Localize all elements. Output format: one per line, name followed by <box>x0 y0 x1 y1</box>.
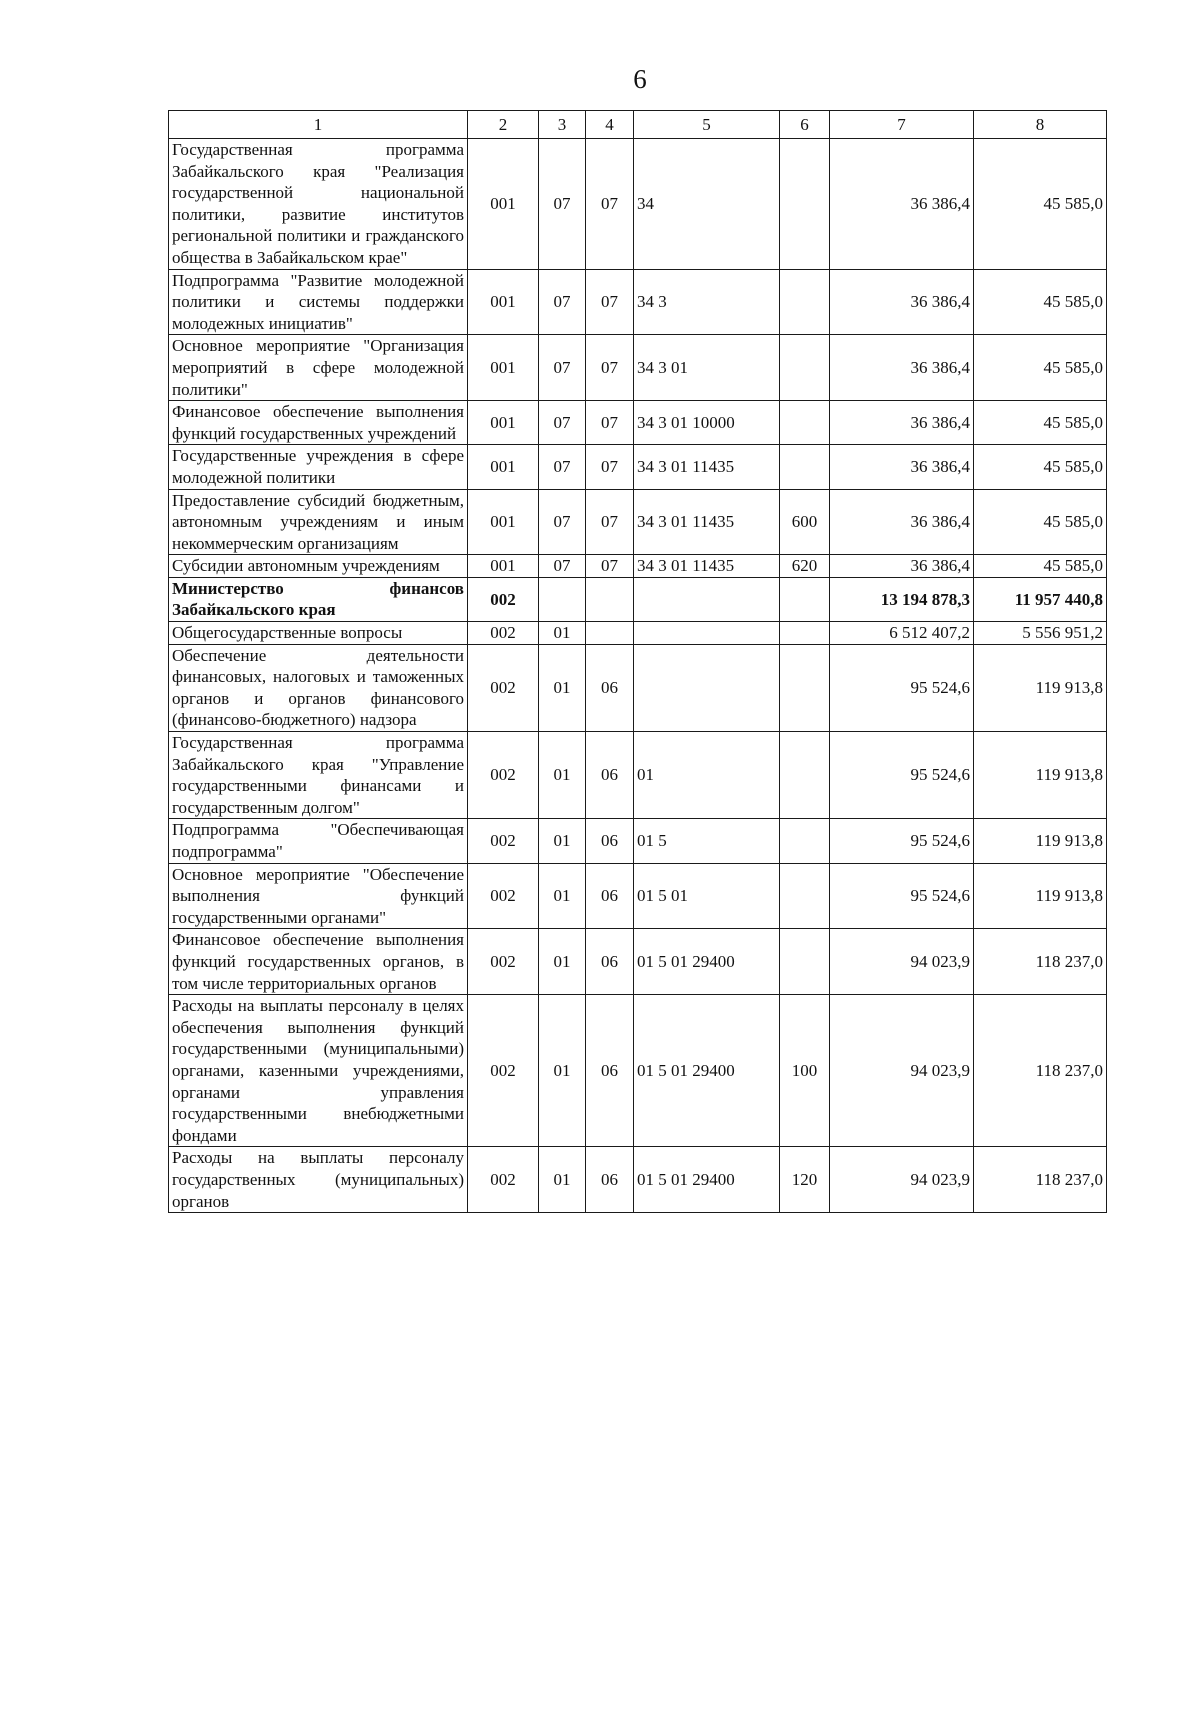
ministry-code-cell: 002 <box>468 929 539 995</box>
ministry-code-cell: 001 <box>468 401 539 445</box>
expense-type-cell: 600 <box>780 489 830 555</box>
ministry-code-cell: 002 <box>468 732 539 819</box>
table-row <box>169 445 1107 489</box>
amount-col8-cell: 118 237,0 <box>974 929 1107 995</box>
amount-col8-cell: 119 913,8 <box>974 644 1107 731</box>
amount-col8-cell: 119 913,8 <box>974 732 1107 819</box>
table-row <box>169 555 1107 578</box>
amount-col7-cell: 36 386,4 <box>830 335 974 401</box>
expense-type-cell: 100 <box>780 995 830 1147</box>
row-name-cell: Государственные учреждения в сфере молодежной политики <box>169 445 468 489</box>
row-name-cell: Государственная программа Забайкальского края "Реализация государственной национальной политики, развитие институтов региональной политики и гражданского общества в Забайкальском крае" <box>169 139 468 270</box>
expense-type-cell <box>780 445 830 489</box>
col-header-7: 7 <box>830 111 974 139</box>
table-row <box>169 732 1107 819</box>
subsection-code-cell <box>586 577 634 621</box>
target-article-cell: 01 5 01 29400 <box>634 995 780 1147</box>
section-code-cell: 07 <box>539 555 586 578</box>
target-article-cell: 34 3 01 10000 <box>634 401 780 445</box>
amount-col8-cell: 45 585,0 <box>974 555 1107 578</box>
amount-col7-cell: 6 512 407,2 <box>830 622 974 645</box>
table-row <box>169 995 1107 1147</box>
subsection-code-cell <box>586 622 634 645</box>
subsection-code-cell: 07 <box>586 335 634 401</box>
row-name-cell: Финансовое обеспечение выполнения функций государственных органов, в том числе территориальных органов <box>169 929 468 995</box>
amount-col7-cell: 36 386,4 <box>830 489 974 555</box>
amount-col7-cell: 95 524,6 <box>830 732 974 819</box>
amount-col8-cell: 45 585,0 <box>974 335 1107 401</box>
subsection-code-cell: 06 <box>586 995 634 1147</box>
expense-type-cell <box>780 577 830 621</box>
amount-col8-cell: 45 585,0 <box>974 489 1107 555</box>
row-name-cell: Основное мероприятие "Организация мероприятий в сфере молодежной политики" <box>169 335 468 401</box>
expense-type-cell <box>780 622 830 645</box>
col-header-6: 6 <box>780 111 830 139</box>
amount-col7-cell: 36 386,4 <box>830 445 974 489</box>
expense-type-cell <box>780 335 830 401</box>
row-name-cell: Подпрограмма "Развитие молодежной политики и системы поддержки молодежных инициатив" <box>169 269 468 335</box>
subsection-code-cell: 07 <box>586 139 634 270</box>
row-name-cell: Государственная программа Забайкальского края "Управление государственными финансами и государственным долгом" <box>169 732 468 819</box>
col-header-4: 4 <box>586 111 634 139</box>
expense-type-cell <box>780 929 830 995</box>
ministry-code-cell: 001 <box>468 139 539 270</box>
amount-col7-cell: 95 524,6 <box>830 644 974 731</box>
target-article-cell: 01 5 01 29400 <box>634 929 780 995</box>
table-row <box>169 577 1107 621</box>
subsection-code-cell: 06 <box>586 732 634 819</box>
amount-col7-cell: 36 386,4 <box>830 139 974 270</box>
amount-col8-cell: 45 585,0 <box>974 269 1107 335</box>
row-name-cell: Финансовое обеспечение выполнения функций государственных учреждений <box>169 401 468 445</box>
amount-col8-cell: 119 913,8 <box>974 819 1107 863</box>
ministry-code-cell: 001 <box>468 269 539 335</box>
table-row <box>169 1147 1107 1213</box>
section-code-cell: 01 <box>539 819 586 863</box>
col-header-3: 3 <box>539 111 586 139</box>
table-row <box>169 489 1107 555</box>
table-row <box>169 335 1107 401</box>
ministry-code-cell: 002 <box>468 577 539 621</box>
section-code-cell: 07 <box>539 335 586 401</box>
amount-col7-cell: 36 386,4 <box>830 269 974 335</box>
ministry-code-cell: 002 <box>468 644 539 731</box>
section-code-cell: 01 <box>539 644 586 731</box>
row-name-cell: Основное мероприятие "Обеспечение выполнения функций государственными органами" <box>169 863 468 929</box>
section-code-cell <box>539 577 586 621</box>
expense-type-cell <box>780 644 830 731</box>
header-row <box>169 111 1107 139</box>
section-code-cell: 01 <box>539 732 586 819</box>
row-name-cell: Общегосударственные вопросы <box>169 622 468 645</box>
subsection-code-cell: 06 <box>586 644 634 731</box>
subsection-code-cell: 06 <box>586 863 634 929</box>
amount-col7-cell: 94 023,9 <box>830 929 974 995</box>
subsection-code-cell: 07 <box>586 445 634 489</box>
table-body <box>169 139 1107 1213</box>
ministry-code-cell: 002 <box>468 1147 539 1213</box>
ministry-code-cell: 002 <box>468 819 539 863</box>
amount-col8-cell: 45 585,0 <box>974 139 1107 270</box>
section-code-cell: 01 <box>539 995 586 1147</box>
table-row <box>169 622 1107 645</box>
subsection-code-cell: 07 <box>586 401 634 445</box>
ministry-code-cell: 002 <box>468 863 539 929</box>
amount-col8-cell: 118 237,0 <box>974 995 1107 1147</box>
amount-col8-cell: 45 585,0 <box>974 401 1107 445</box>
budget-table <box>168 110 1107 1213</box>
target-article-cell: 34 3 01 11435 <box>634 489 780 555</box>
row-name-cell: Подпрограмма "Обеспечивающая подпрограмма" <box>169 819 468 863</box>
target-article-cell: 01 5 01 29400 <box>634 1147 780 1213</box>
section-code-cell: 07 <box>539 489 586 555</box>
target-article-cell <box>634 644 780 731</box>
amount-col7-cell: 94 023,9 <box>830 1147 974 1213</box>
subsection-code-cell: 06 <box>586 929 634 995</box>
target-article-cell: 01 5 01 <box>634 863 780 929</box>
target-article-cell <box>634 622 780 645</box>
target-article-cell <box>634 577 780 621</box>
amount-col7-cell: 95 524,6 <box>830 863 974 929</box>
table-row <box>169 863 1107 929</box>
row-name-cell: Предоставление субсидий бюджетным, автономным учреждениям и иным некоммерческим организациям <box>169 489 468 555</box>
amount-col7-cell: 36 386,4 <box>830 555 974 578</box>
amount-col8-cell: 11 957 440,8 <box>974 577 1107 621</box>
ministry-code-cell: 001 <box>468 335 539 401</box>
row-name-cell: Расходы на выплаты персоналу в целях обеспечения выполнения функций государственными (муниципальными) органами, казенными учреждениями, органами управления государственными внебюджетными фондами <box>169 995 468 1147</box>
expense-type-cell <box>780 139 830 270</box>
table-row <box>169 819 1107 863</box>
ministry-code-cell: 001 <box>468 555 539 578</box>
subsection-code-cell: 07 <box>586 555 634 578</box>
target-article-cell: 01 5 <box>634 819 780 863</box>
ministry-code-cell: 001 <box>468 489 539 555</box>
section-code-cell: 07 <box>539 139 586 270</box>
target-article-cell: 34 3 <box>634 269 780 335</box>
row-name-cell: Обеспечение деятельности финансовых, налоговых и таможенных органов и органов финансового (финансово-бюджетного) надзора <box>169 644 468 731</box>
subsection-code-cell: 07 <box>586 489 634 555</box>
amount-col7-cell: 13 194 878,3 <box>830 577 974 621</box>
amount-col8-cell: 118 237,0 <box>974 1147 1107 1213</box>
expense-type-cell <box>780 269 830 335</box>
expense-type-cell <box>780 732 830 819</box>
table-row <box>169 644 1107 731</box>
subsection-code-cell: 06 <box>586 1147 634 1213</box>
table-row <box>169 269 1107 335</box>
col-header-5: 5 <box>634 111 780 139</box>
section-code-cell: 07 <box>539 401 586 445</box>
col-header-1: 1 <box>169 111 468 139</box>
amount-col8-cell: 5 556 951,2 <box>974 622 1107 645</box>
section-code-cell: 01 <box>539 929 586 995</box>
col-header-2: 2 <box>468 111 539 139</box>
expense-type-cell <box>780 819 830 863</box>
amount-col8-cell: 45 585,0 <box>974 445 1107 489</box>
col-header-8: 8 <box>974 111 1107 139</box>
table-row <box>169 401 1107 445</box>
expense-type-cell: 620 <box>780 555 830 578</box>
target-article-cell: 34 3 01 11435 <box>634 555 780 578</box>
section-code-cell: 07 <box>539 269 586 335</box>
subsection-code-cell: 07 <box>586 269 634 335</box>
section-code-cell: 01 <box>539 863 586 929</box>
section-code-cell: 07 <box>539 445 586 489</box>
expense-type-cell: 120 <box>780 1147 830 1213</box>
section-code-cell: 01 <box>539 1147 586 1213</box>
amount-col8-cell: 119 913,8 <box>974 863 1107 929</box>
row-name-cell: Расходы на выплаты персоналу государственных (муниципальных) органов <box>169 1147 468 1213</box>
amount-col7-cell: 95 524,6 <box>830 819 974 863</box>
expense-type-cell <box>780 863 830 929</box>
row-name-cell: Субсидии автономным учреждениям <box>169 555 468 578</box>
ministry-code-cell: 002 <box>468 995 539 1147</box>
ministry-code-cell: 002 <box>468 622 539 645</box>
target-article-cell: 34 3 01 11435 <box>634 445 780 489</box>
row-name-cell: Министерство финансов Забайкальского края <box>169 577 468 621</box>
amount-col7-cell: 94 023,9 <box>830 995 974 1147</box>
page-number: 6 <box>633 64 647 94</box>
table-row <box>169 929 1107 995</box>
table-row <box>169 139 1107 270</box>
target-article-cell: 34 <box>634 139 780 270</box>
target-article-cell: 34 3 01 <box>634 335 780 401</box>
expense-type-cell <box>780 401 830 445</box>
ministry-code-cell: 001 <box>468 445 539 489</box>
amount-col7-cell: 36 386,4 <box>830 401 974 445</box>
target-article-cell: 01 <box>634 732 780 819</box>
section-code-cell: 01 <box>539 622 586 645</box>
subsection-code-cell: 06 <box>586 819 634 863</box>
